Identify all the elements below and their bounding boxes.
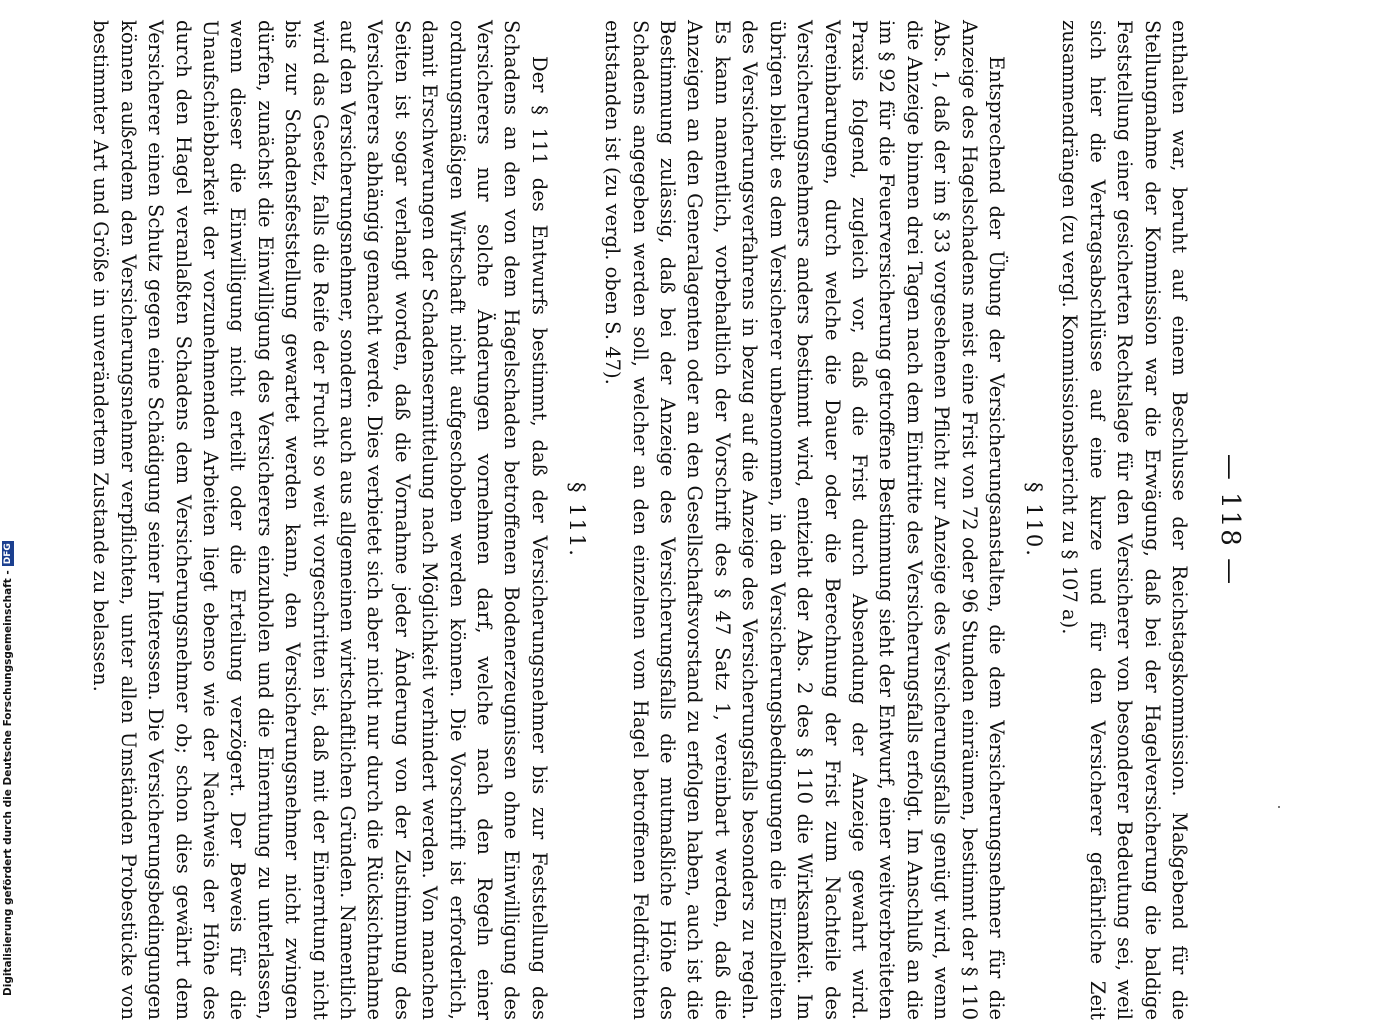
paragraph-section-110: Entsprechend der Übung der Versicherungsanstalten, die dem Versicherungsnehmer für die Anzeige des Hagelschadens meist eine Frist von 72 oder 96 Stunden einräumen, bestimmt der § 110 Abs. 1, daß der im § 33 vorgesehenen Pflicht zur Anzeige des Versicherungsfalls genügt wird, wenn die Anzeige binnen drei Tagen nach dem Eintritte des Versicherungsfalls erfolgt. Im Anschluß an die im § 92 für die Feuerversicherung getroffene Bestimmung sieht der Entwurf, einer weitverbreiteten Praxis folgend, zugleich vor, daß die Frist durch Absendung der Anzeige gewahrt wird. Vereinbarungen, durch welche die Dauer oder die Berechnung der Frist zum Nachteile des Versicherungsnehmers anders bestimmt wird, entzieht der Abs. 2 des § 110 die Wirksamkeit. Im übrigen bleibt es dem Versicherer unbenommen, in den Versicherungsbedingungen die Einzelheiten des Versicherungsverfahrens in bezug auf die Anzeige des Versicherungsfalls besonders zu regeln. Es kann namentlich, vorbehaltlich der Vorschrift des § 47 Satz 1, vereinbart werden, daß die Anzeigen an den Generalagenten oder an den Gesellschaftsvorstand zu erfolgen haben, auch ist die Bestimmung zulässig, daß bei der Anzeige des Versicherungsfalls die mutmaßliche Höhe des Schadens angegeben werden soll, welcher an den einzelnen vom Hagel betroffenen Feldfrüchten entstanden ist (zu vergl. oben S. 47). [601,20,1008,1020]
scan-speck [1278,806,1280,808]
digitization-credit [2,0,18,996]
rotated-document-page [89,20,1245,1020]
paragraph-continuation: enthalten war, beruht auf einem Beschlusse der Reichstagskommission. Maßgebend für die Stellungnahme der Kommission war die Erwägung, daß bei der Hagelversicherung die baldige Feststellung einer gesicherten Rechtslage für den Versicherer von besonderer Bedeutung sei, weil sich hier die Vertragsabschlüsse auf eine kurze und für den Versicherer gefährliche Zeit zusammendrängen (zu vergl. Kommissionsbericht zu § 107 a). [1058,20,1191,1020]
paragraph-section-111: Der § 111 des Entwurfs bestimmt, daß der Versicherungsnehmer bis zur Feststellung des Schadens an den von dem Hagelschaden betroffenen Bodenerzeugnissen ohne Einwilligung des Versicherers nur solche Änderungen vornehmen darf, welche nach den Regeln einer ordnungsmäßigen Wirtschaft nicht aufgeschoben werden können. Die Vorschrift ist erforderlich, damit Erschwerungen der Schadensermittelung nach Möglichkeit verhindert werden. Von manchen Seiten ist sogar verlangt worden, daß die Vornahme jeder Änderung von der Zustimmung des Versicherers abhängig gemacht werde. Dies verbietet sich aber nicht nur durch die Rücksichtnahme auf den Versicherungsnehmer, sondern auch aus allgemeinen wirtschaftlichen Gründen. Namentlich wird das Gesetz, falls die Reife der Frucht so weit vorgeschritten ist, daß mit der Einerntung nicht bis zur Schadensfeststellung gewartet werden kann, den Versicherungsnehmer nicht zwingen dürfen, zunächst die Einwilligung des Versicherers einzuholen und die Einerntung zu unterlassen, wenn dieser die Einwilligung nicht erteilt oder die Erteilung verzögert. Der Beweis für die Unaufschiebbarkeit der vorzunehmenden Arbeiten liegt ebenso wie der Nachweis der Höhe des durch den Hagel veranlaßten Schadens dem Versicherungsnehmer ob; schon dies gewährt dem Versicherer einen Schutz gegen eine Schädigung seiner Interessen. Die Versicherungsbedingungen können außerdem den Versicherungsnehmer verpflichten, unter allen Umständen Probestücke von bestimmter Art und Größe in unverändertem Zustande zu belassen. [89,20,551,1020]
dfg-logo: DFG [3,543,13,565]
section-110-heading: § 110. [1021,482,1046,558]
page-number: — 118 — [1215,453,1245,587]
section-111-heading: § 111. [564,482,589,558]
digitization-credit-text: Digitalisierung gefördert durch die Deutsche Forschungsgemeinschaft - [2,570,14,996]
